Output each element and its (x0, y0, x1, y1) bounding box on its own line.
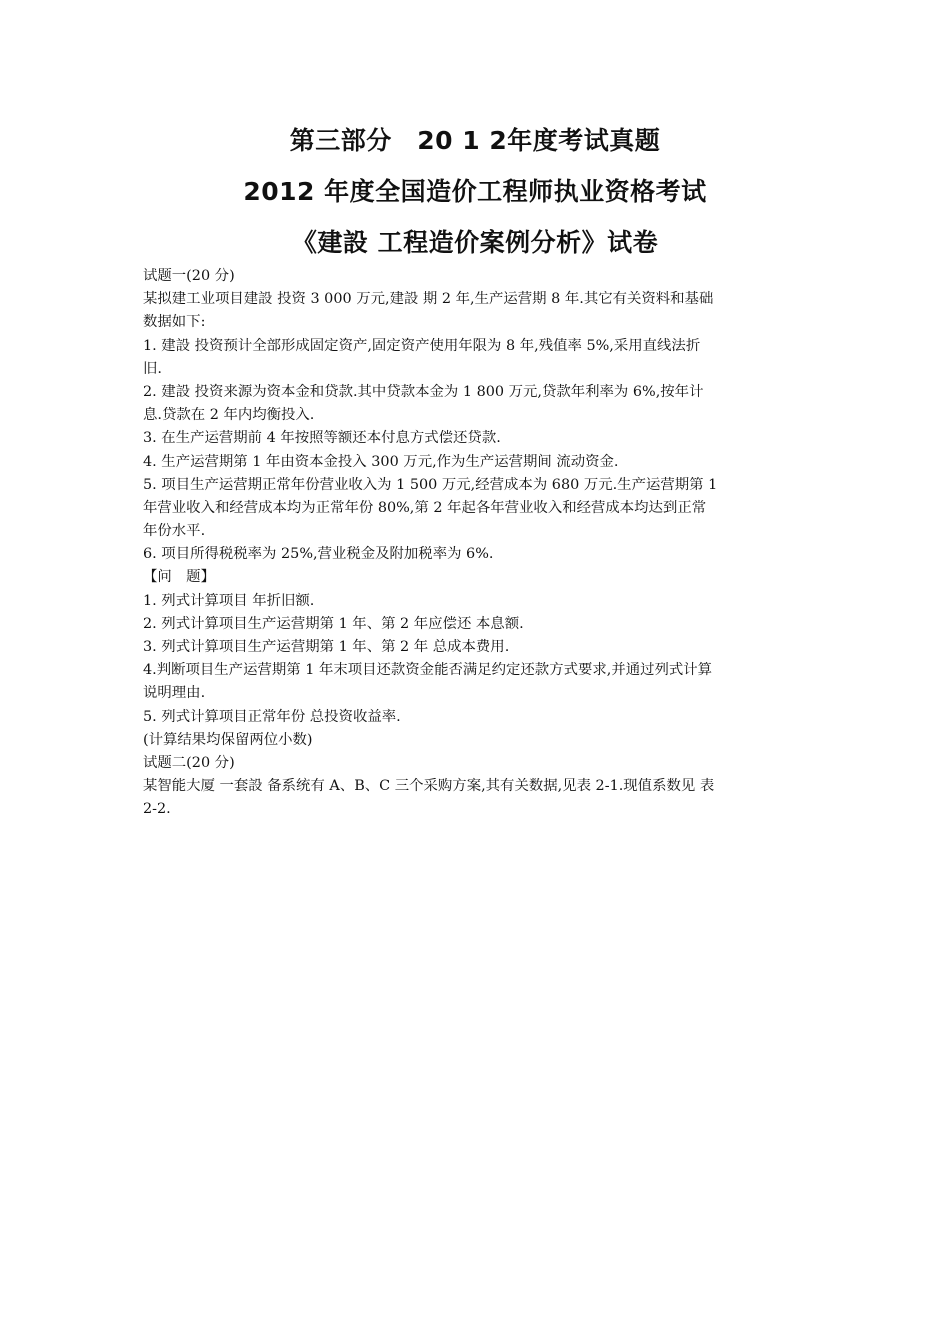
part-heading: 第三部分 20 1 2年度考试真题 (289, 126, 661, 155)
text-line: 6. 项目所得税税率为 25%,营业税金及附加税率为 6%. (143, 546, 494, 563)
text-line: 数据如下: (143, 314, 206, 331)
text-line: (计算结果均保留两位小数) (143, 731, 313, 748)
text-line: 说明理由. (143, 685, 206, 702)
text-line: 4. 生产运营期第 1 年由资本金投入 300 万元,作为生产运营期间 流动资金. (143, 453, 619, 470)
text-line: 年份水平. (143, 523, 206, 540)
text-line: 息.贷款在 2 年内均衡投入. (143, 407, 315, 424)
document-body (143, 265, 813, 822)
text-line: 2. 建設 投资来源为资本金和贷款.其中贷款本金为 1 800 万元,贷款年利率为 6%,按年计 (143, 383, 704, 400)
text-line: 试题一(20 分) (143, 268, 235, 284)
text-line: 某智能大厦 一套設 备系统有 A、B、C 三个采购方案,其有关数据,见表 2-1.现值系数见 表 (143, 778, 715, 795)
text-line: 年营业收入和经营成本均为正常年份 80%,第 2 年起各年营业收入和经营成本均达到正常 (143, 499, 707, 516)
paper-heading: 《建設 工程造价案例分析》试卷 (291, 228, 659, 257)
text-line: 某拟建工业项目建設 投资 3 000 万元,建設 期 2 年,生产运营期 8 年.其它有关资料和基础 (143, 291, 714, 308)
text-line: 3. 在生产运营期前 4 年按照等额还本付息方式偿还贷款. (143, 430, 501, 447)
text-line: 1. 列式计算项目 年折旧额. (143, 592, 315, 609)
text-line: 1. 建設 投资预计全部形成固定资产,固定资产使用年限为 8 年,残值率 5%,采用直线法折 (143, 337, 701, 354)
text-line: 5. 列式计算项目正常年份 总投资收益率. (143, 708, 401, 725)
text-line: 旧. (143, 360, 162, 377)
exam-heading: 2012 年度全国造价工程师执业资格考试 (243, 177, 707, 206)
text-line: 2-2. (143, 801, 171, 818)
text-line: 4.判断项目生产运营期第 1 年末项目还款资金能否满足约定还款方式要求,并通过列式计算 (143, 662, 713, 679)
questions-heading: 【问 题】 (143, 569, 215, 586)
text-line: 2. 列式计算项目生产运营期第 1 年、第 2 年应偿还 本息额. (143, 615, 524, 632)
text-line: 试题二(20 分) (143, 754, 235, 771)
text-line: 3. 列式计算项目生产运营期第 1 年、第 2 年 总成本费用. (143, 639, 510, 655)
text-line: 5. 项目生产运营期正常年份营业收入为 1 500 万元,经营成本为 680 万元.生产运营期第 1 (143, 476, 718, 493)
